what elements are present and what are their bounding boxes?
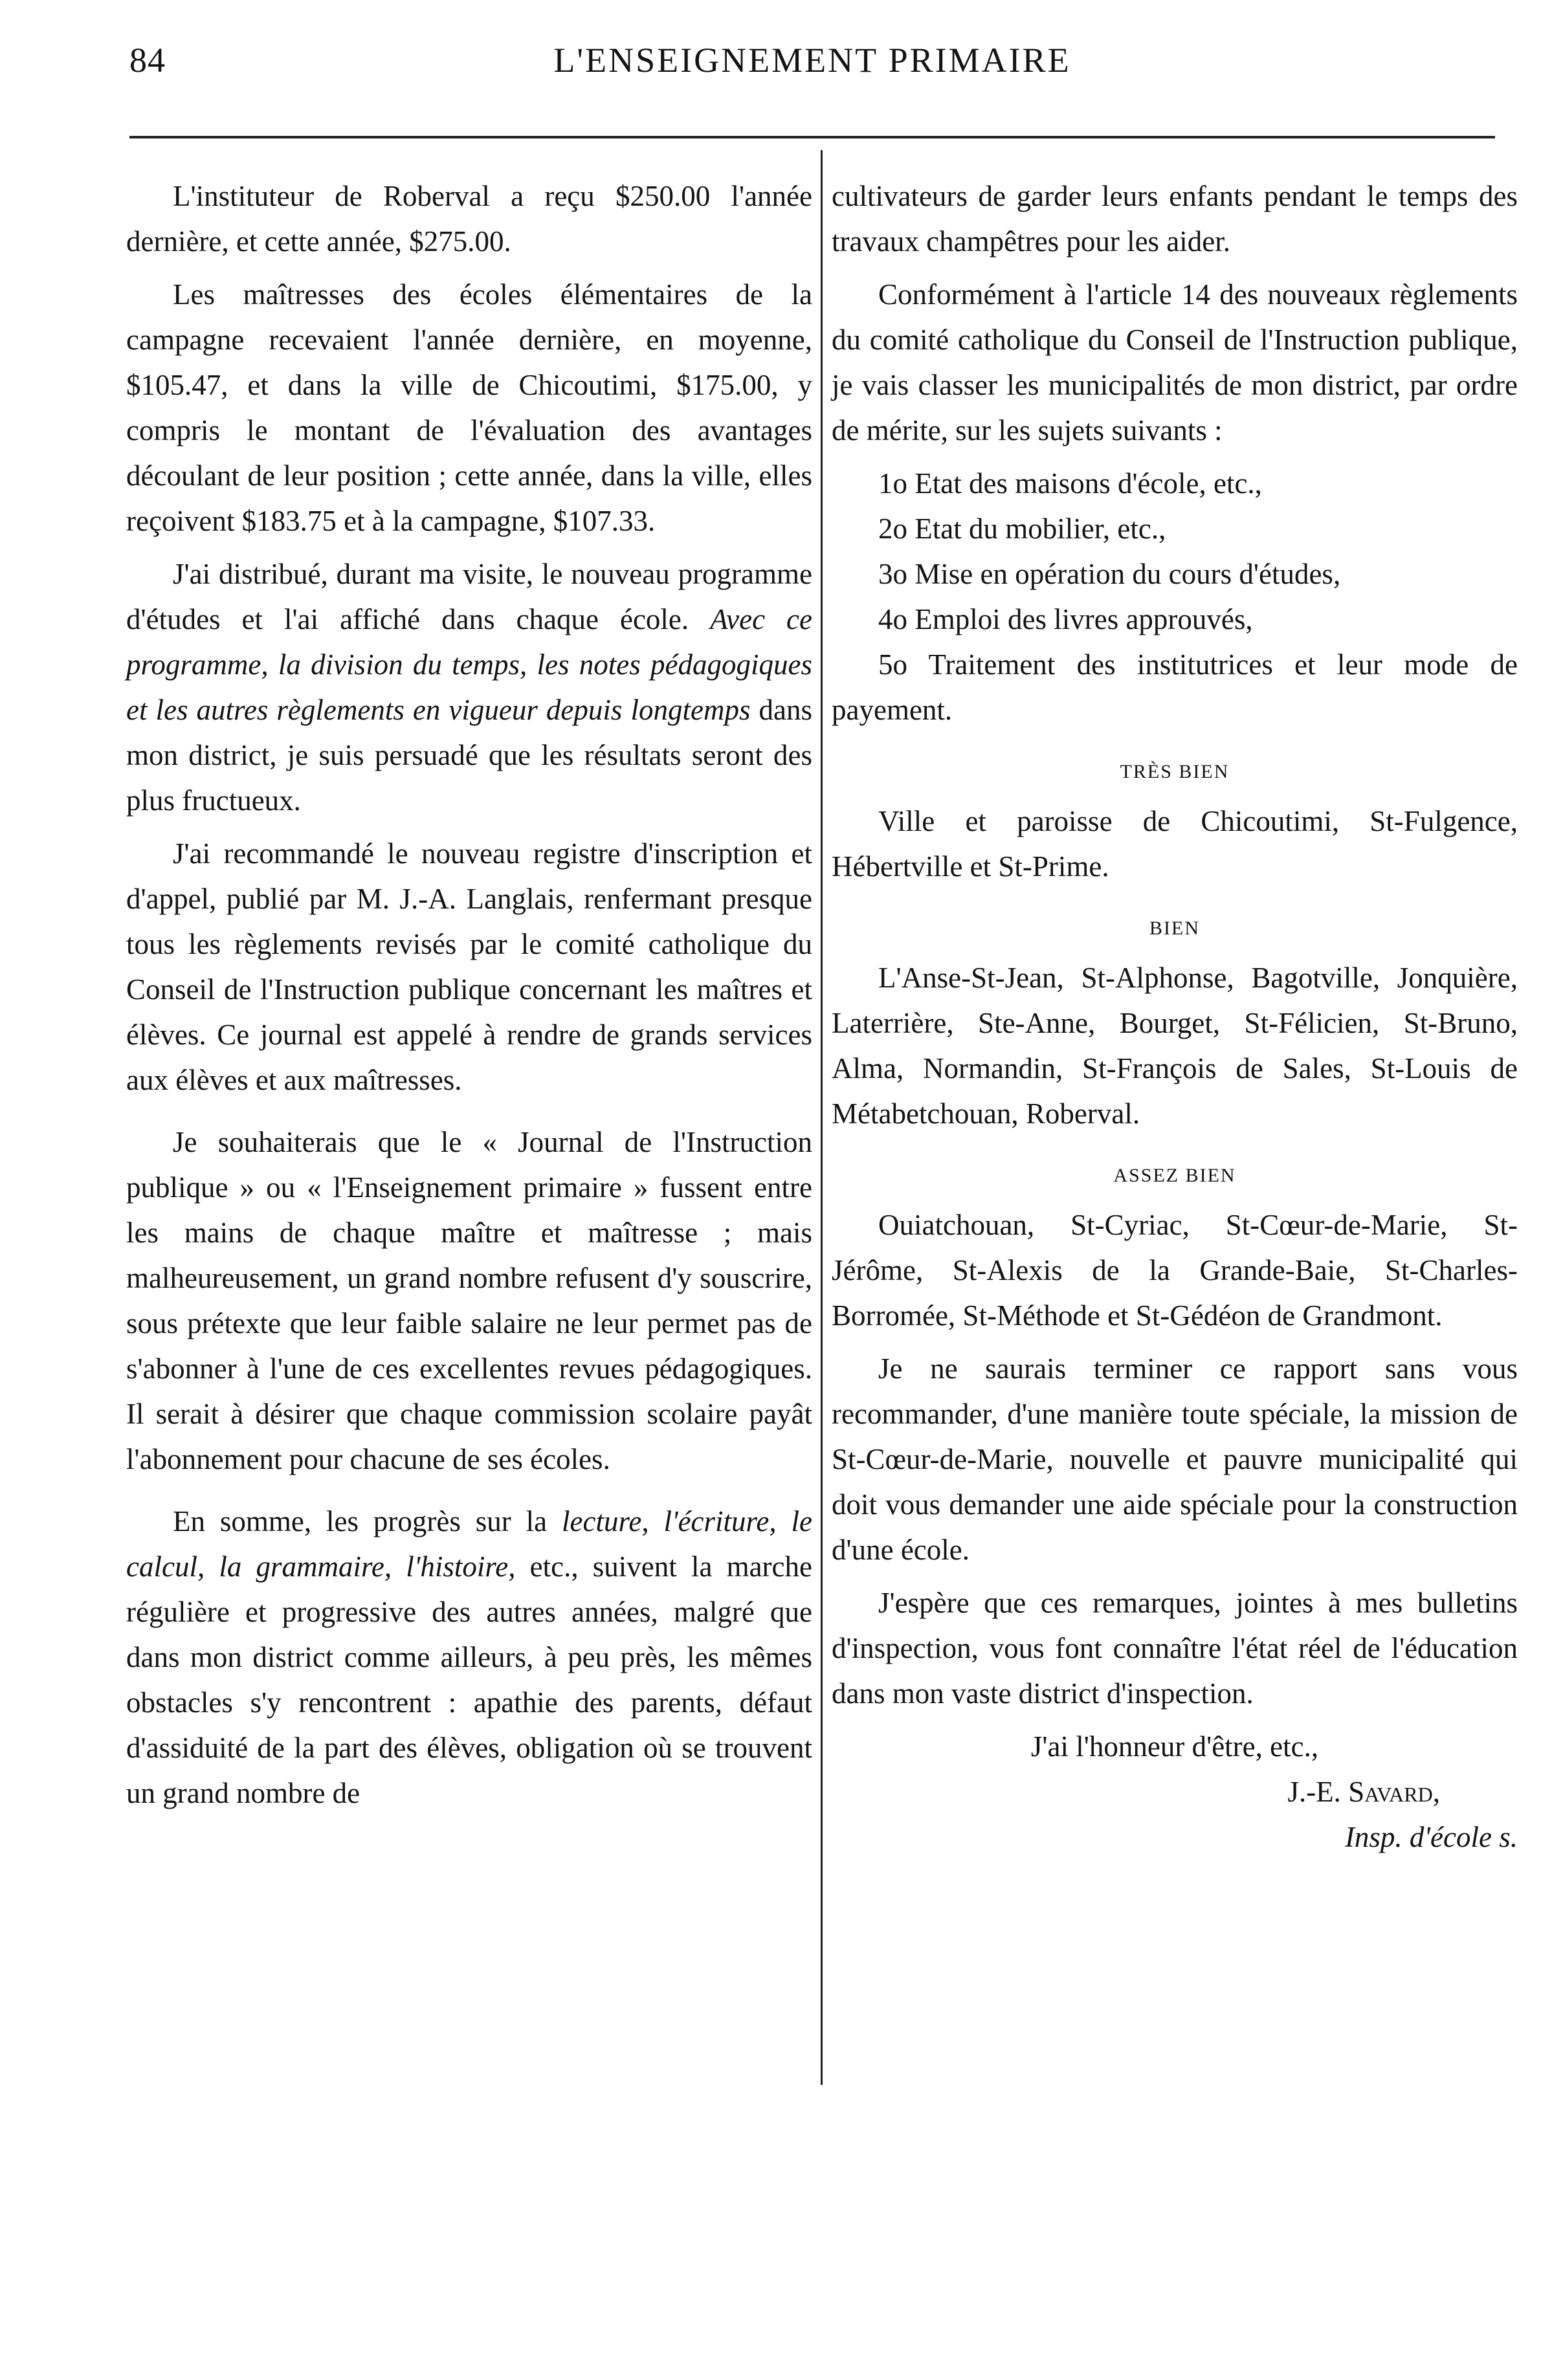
column-divider	[821, 150, 823, 2085]
program-text-start: J'ai distribué, durant ma visite, le nouveau programme d'études et l'ai affiché dans chaque école.	[126, 558, 812, 635]
signature-name: Savard,	[1348, 1776, 1440, 1808]
signature-title: Insp. d'école s.	[1344, 1821, 1518, 1853]
list-item: 2o Etat du mobilier, etc.,	[878, 512, 1166, 545]
paragraph-register: J'ai recommandé le nouveau registre d'inscription et d'appel, publié par M. J.-A. Langlais, renfermant presque tous les règlements revisés par le comité catholique du Conseil de l'Instruction publique concernant les maîtres et élèves. Ce journal est appelé à rendre de grands services aux élèves et aux maîtresses.	[126, 837, 812, 1096]
paragraph-continuation: cultivateurs de garder leurs enfants pendant le temps des travaux champêtres pour les aider.	[832, 180, 1518, 258]
paragraph-journals: Je souhaiterais que le « Journal de l'Instruction publique » ou « l'Enseignement primaire » fussent entre les mains de chaque maître et maîtresse ; mais malheureusement, un grand nombre refusent d'y souscrire, sous prétexte que leur faible salaire ne leur permet pas de s'abonner à l'une de ces excellentes revues pédagogiques. Il serait à désirer que chaque commission scolaire payât l'abonnement pour chacune de ses écoles.	[126, 1126, 812, 1475]
left-column	[126, 173, 812, 1824]
paragraph-recommendation: Je ne saurais terminer ce rapport sans vous recommander, d'une manière toute spéciale, la mission de St-Cœur-de-Marie, nouvelle et pauvre municipalité qui doit vous demander une aide spéciale pour la construction d'une école.	[832, 1352, 1518, 1566]
paragraph-progress	[126, 1499, 812, 1816]
progress-subjects-italic: lecture, l'écriture, le calcul, la grammaire, l'histoire,	[126, 1505, 812, 1583]
program-text-italic: Avec ce programme, la division du temps, les notes pédagogiques et les autres règlements en vigueur depuis longtemps	[126, 603, 812, 726]
category-heading-tres-bien: TRÈS BIEN	[1120, 761, 1230, 782]
category-list-bien: L'Anse-St-Jean, St-Alphonse, Bagotville, Jonquière, Laterrière, Ste-Anne, Bourget, St-Félicien, St-Bruno, Alma, Normandin, St-François de Sales, St-Louis de Métabetchouan, Roberval.	[832, 962, 1518, 1130]
paragraph-roberval-salary: L'instituteur de Roberval a reçu $250.00 l'année dernière, et cette année, $275.00.	[126, 180, 812, 258]
list-item: 4o Emploi des livres approuvés,	[878, 603, 1253, 635]
list-item: 3o Mise en opération du cours d'études,	[878, 558, 1341, 590]
right-column	[832, 173, 1518, 1860]
running-title: L'ENSEIGNEMENT PRIMAIRE	[553, 41, 1071, 80]
paragraph-new-program	[126, 551, 812, 823]
progress-text-start: En somme, les progrès sur la	[173, 1505, 562, 1537]
closing-salutation: J'ai l'honneur d'être, etc.,	[1030, 1730, 1319, 1763]
list-item: 5o Traitement des institutrices et leur mode de payement.	[832, 648, 1518, 726]
paragraph-classification: Conformément à l'article 14 des nouveaux règlements du comité catholique du Conseil de l'Instruction publique, je vais classer les municipalités de mon district, par ordre de mérite, sur les sujets suivants :	[832, 278, 1518, 446]
progress-text-end: etc., suivent la marche régulière et progressive des autres années, malgré que dans mon district comme ailleurs, à peu près, les mêmes obstacles s'y rencontrent : apathie des parents, défaut d'assiduité de la part des élèves, obligation où se trouvent un grand nombre de	[126, 1550, 812, 1809]
paragraph-conclusion: J'espère que ces remarques, jointes à mes bulletins d'inspection, vous font connaître l'état réel de l'éducation dans mon vaste district d'inspection.	[832, 1587, 1518, 1710]
paragraph-schoolmistress-salaries: Les maîtresses des écoles élémentaires de la campagne recevaient l'année dernière, en moyenne, $105.47, et dans la ville de Chicoutimi, $175.00, y compris le montant de l'évaluation des avantages découlant de leur position ; cette année, dans la ville, elles reçoivent $183.75 et à la campagne, $107.33.	[126, 278, 812, 537]
list-item: 1o Etat des maisons d'école, etc.,	[878, 467, 1262, 500]
category-list-tres-bien: Ville et paroisse de Chicoutimi, St-Fulgence, Hébertville et St-Prime.	[832, 805, 1518, 883]
page-header	[129, 40, 1495, 98]
signature	[832, 1769, 1518, 1814]
page-number: 84	[129, 41, 166, 80]
category-heading-bien: BIEN	[1149, 918, 1200, 939]
program-text-end: dans mon district, je suis persuadé que les résultats seront des plus fructueux.	[126, 694, 812, 817]
header-rule	[129, 136, 1495, 138]
signature-initials: J.-E.	[1287, 1776, 1349, 1808]
category-heading-assez-bien: ASSEZ BIEN	[1113, 1165, 1236, 1186]
category-list-assez-bien: Ouiatchouan, St-Cyriac, St-Cœur-de-Marie, St-Jérôme, St-Alexis de la Grande-Baie, St-Charles-Borromée, St-Méthode et St-Gédéon de Grandmont.	[832, 1209, 1518, 1332]
